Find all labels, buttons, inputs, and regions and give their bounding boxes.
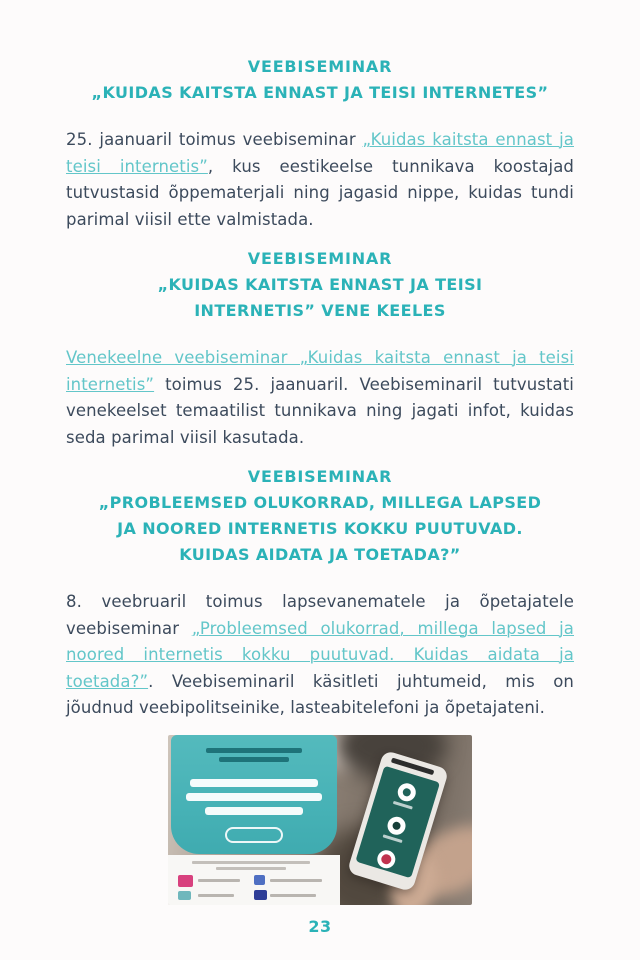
- partner-logo-teal: [178, 891, 191, 900]
- section-title: [66, 272, 574, 324]
- app-circle-center: [392, 820, 402, 830]
- section-title-line: INTERNETIS” VENE KEELES: [194, 301, 446, 320]
- section-paragraph: [66, 127, 574, 233]
- logo-caption-bar: [198, 894, 234, 897]
- section-title-line: KUIDAS AIDATA JA TOETADA?”: [179, 545, 461, 564]
- paragraph-text: toimus 25. jaanuaril. Veebiseminaril tutvustati venekeelset temaatilist tunnikava ning jagati infot, kuidas seda parimal viisil kasutada.: [66, 374, 574, 447]
- app-circle-icon: [375, 848, 397, 870]
- paragraph-text: 8. veebruaril toimus lapsevanematele ja õpetajatele veebiseminar: [66, 592, 574, 638]
- section-paragraph: [66, 345, 574, 451]
- page-number: 23: [308, 916, 332, 936]
- poster-title-line: [190, 779, 318, 787]
- logo-caption-bar: [270, 879, 322, 882]
- section-kicker: VEEBISEMINAR: [247, 249, 393, 268]
- app-circle-icon: [385, 814, 407, 836]
- section-webinar-1: [66, 56, 574, 233]
- app-circle-center: [380, 853, 392, 865]
- section-webinar-2: [66, 248, 574, 451]
- poster-title-line: [186, 793, 322, 801]
- logo-caption-bar: [198, 879, 240, 882]
- poster-teal-banner: [171, 735, 337, 854]
- logo-strip-text-bar: [192, 861, 310, 864]
- webinar-link-2[interactable]: Venekeelne veebiseminar „Kuidas kaitsta ennast ja teisi internetis”: [66, 348, 574, 394]
- section-title-line: „KUIDAS KAITSTA ENNAST JA TEISI INTERNETES”: [91, 83, 549, 102]
- partner-logo-pink: [178, 875, 193, 887]
- partner-logo-blue: [254, 875, 265, 885]
- webinar-link-3[interactable]: „Probleemsed olukorrad, millega lapsed ja noored internetis kokku puutuvad. Kuidas aidata ja toetada?”: [66, 618, 574, 691]
- section-title: [66, 80, 574, 106]
- paragraph-text: , kus eestikeelse tunnikava koostajad tutvustasid õppematerjali ning jagasid nippe, kuidas tundi parimal viisil ette valmistada.: [66, 156, 575, 229]
- section-kicker: VEEBISEMINAR: [247, 467, 393, 486]
- app-label-bar: [383, 834, 403, 843]
- poster-title-line: [205, 807, 303, 815]
- webinar-thumbnail-image: [168, 735, 472, 905]
- app-circle-icon: [396, 781, 418, 803]
- section-title-line: „KUIDAS KAITSTA ENNAST JA TEISI: [157, 275, 483, 294]
- poster-text-line: [219, 757, 289, 762]
- partner-logo-eu: [254, 890, 267, 900]
- app-label-bar: [393, 800, 413, 809]
- paragraph-text: 25. jaanuaril toimus veebiseminar: [66, 130, 363, 149]
- webinar-link-1[interactable]: „Kuidas kaitsta ennast ja teisi internetis”: [66, 130, 574, 176]
- logo-strip-text-bar: [216, 867, 286, 870]
- section-title-line: JA NOORED INTERNETIS KOKKU PUUTUVAD.: [117, 519, 523, 538]
- poster-pill-badge: [225, 827, 283, 843]
- partner-logo-strip: [168, 855, 340, 905]
- section-title-line: „PROBLEEMSED OLUKORRAD, MILLEGA LAPSED: [98, 493, 542, 512]
- section-kicker: VEEBISEMINAR: [247, 57, 393, 76]
- logo-caption-bar: [270, 894, 316, 897]
- section-paragraph: [66, 589, 574, 722]
- section-webinar-3: [66, 466, 574, 722]
- poster-text-line: [206, 748, 302, 753]
- app-circle-center: [402, 787, 412, 797]
- section-title: [66, 490, 574, 568]
- paragraph-text: . Veebiseminaril käsitleti juhtumeid, mis on jõudnud veebipolitseinike, lasteabitelefoni ja õpetajateni.: [66, 671, 574, 717]
